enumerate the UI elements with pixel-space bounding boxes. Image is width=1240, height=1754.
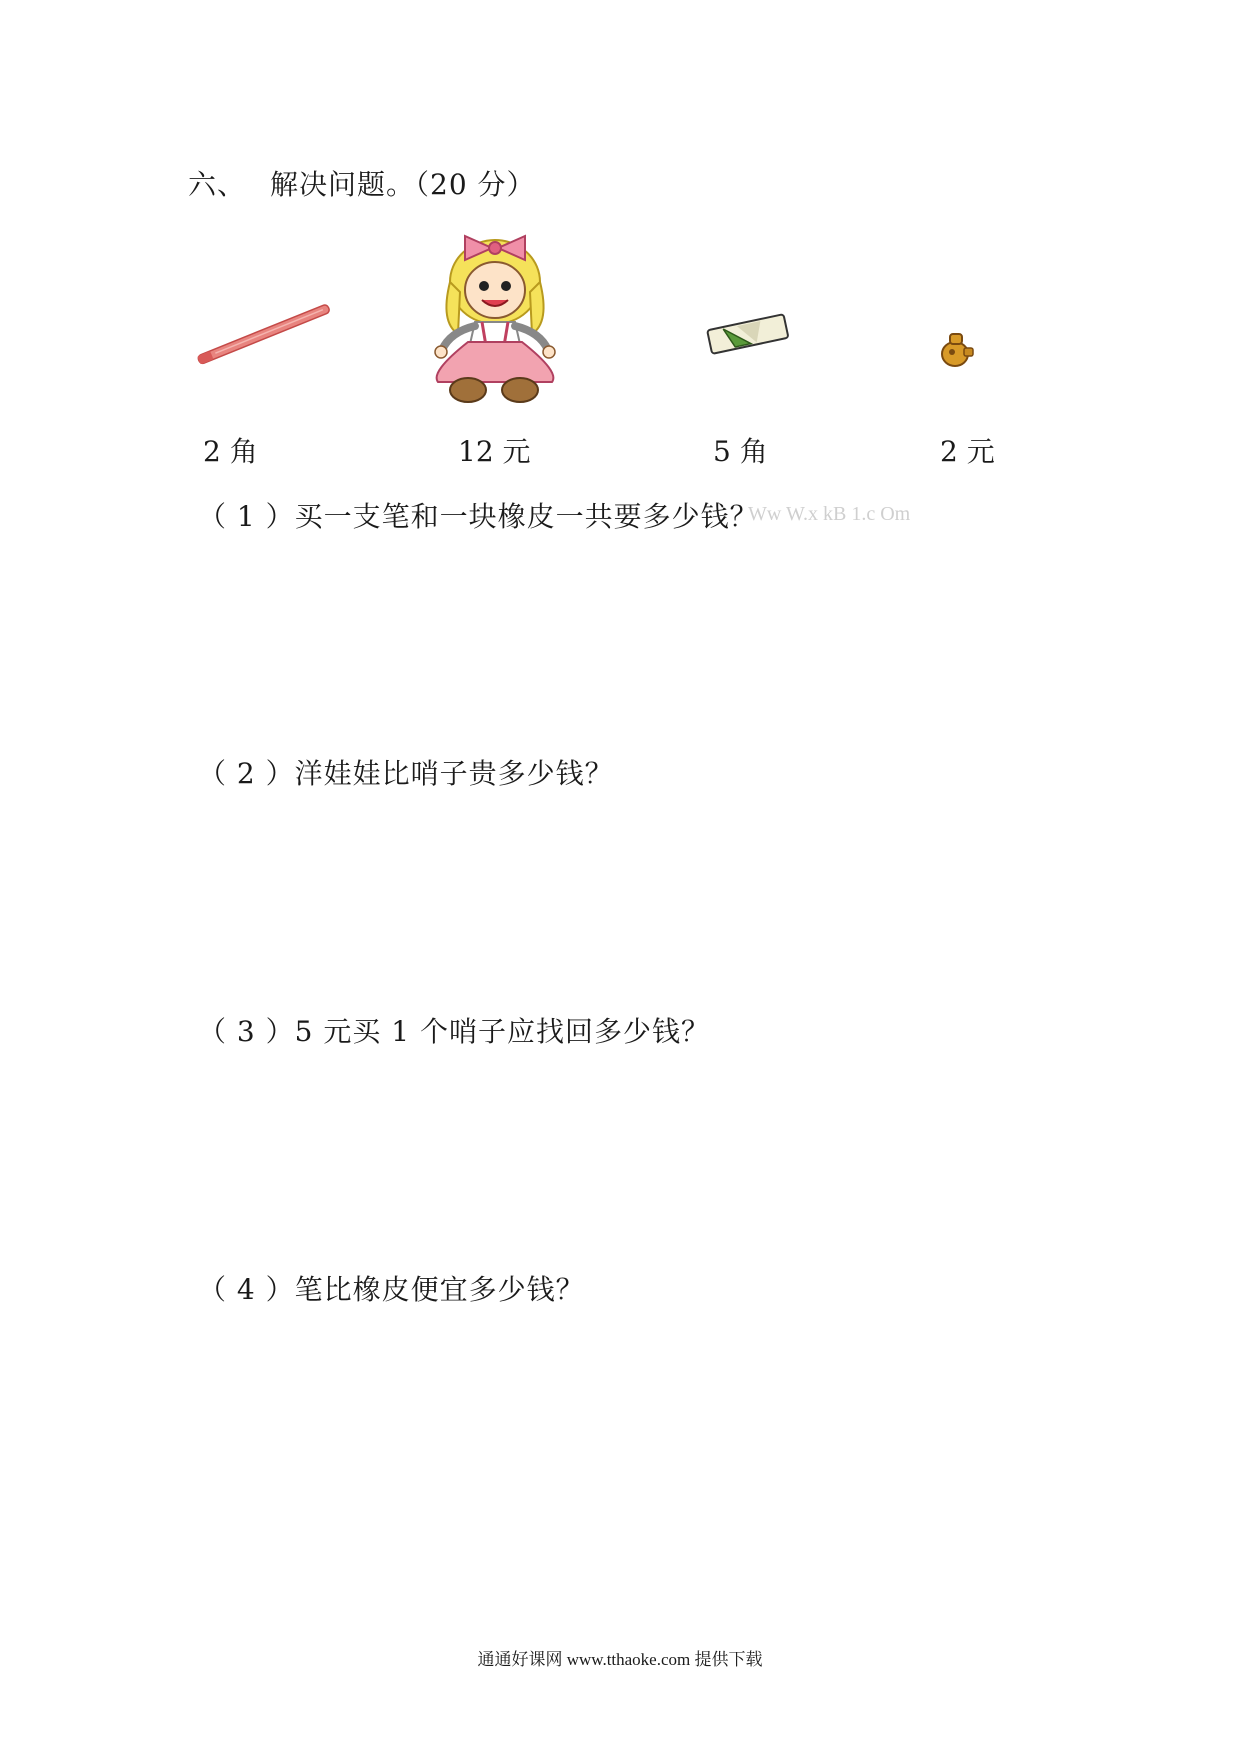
pen-image <box>188 298 338 373</box>
section-title: 解决问题。（20 分） <box>270 168 536 201</box>
question-2: （ 2 ）洋娃娃比哨子贵多少钱？ <box>198 757 614 790</box>
pen-price: 2 角 <box>203 435 258 468</box>
section-heading <box>188 163 536 203</box>
question-4: （ 4 ）笔比橡皮便宜多少钱？ <box>198 1273 585 1306</box>
watermark-text: Ww W.x kB 1.c Om <box>748 503 911 525</box>
eraser-image <box>703 310 793 360</box>
footer-text: 通通好课网 www.tthaoke.com 提供下载 <box>477 1650 763 1669</box>
whistle-image <box>936 328 976 372</box>
eraser-price: 5 角 <box>713 435 768 468</box>
question-1: （ 1 ）买一支笔和一块橡皮一共要多少钱？ <box>198 500 759 533</box>
section-number: 六、 <box>188 168 247 201</box>
question-3: （ 3 ）5 元买 1 个哨子应找回多少钱？ <box>198 1015 710 1048</box>
doll-price: 12 元 <box>458 435 531 468</box>
doll-image <box>420 222 570 407</box>
whistle-price: 2 元 <box>940 435 995 468</box>
